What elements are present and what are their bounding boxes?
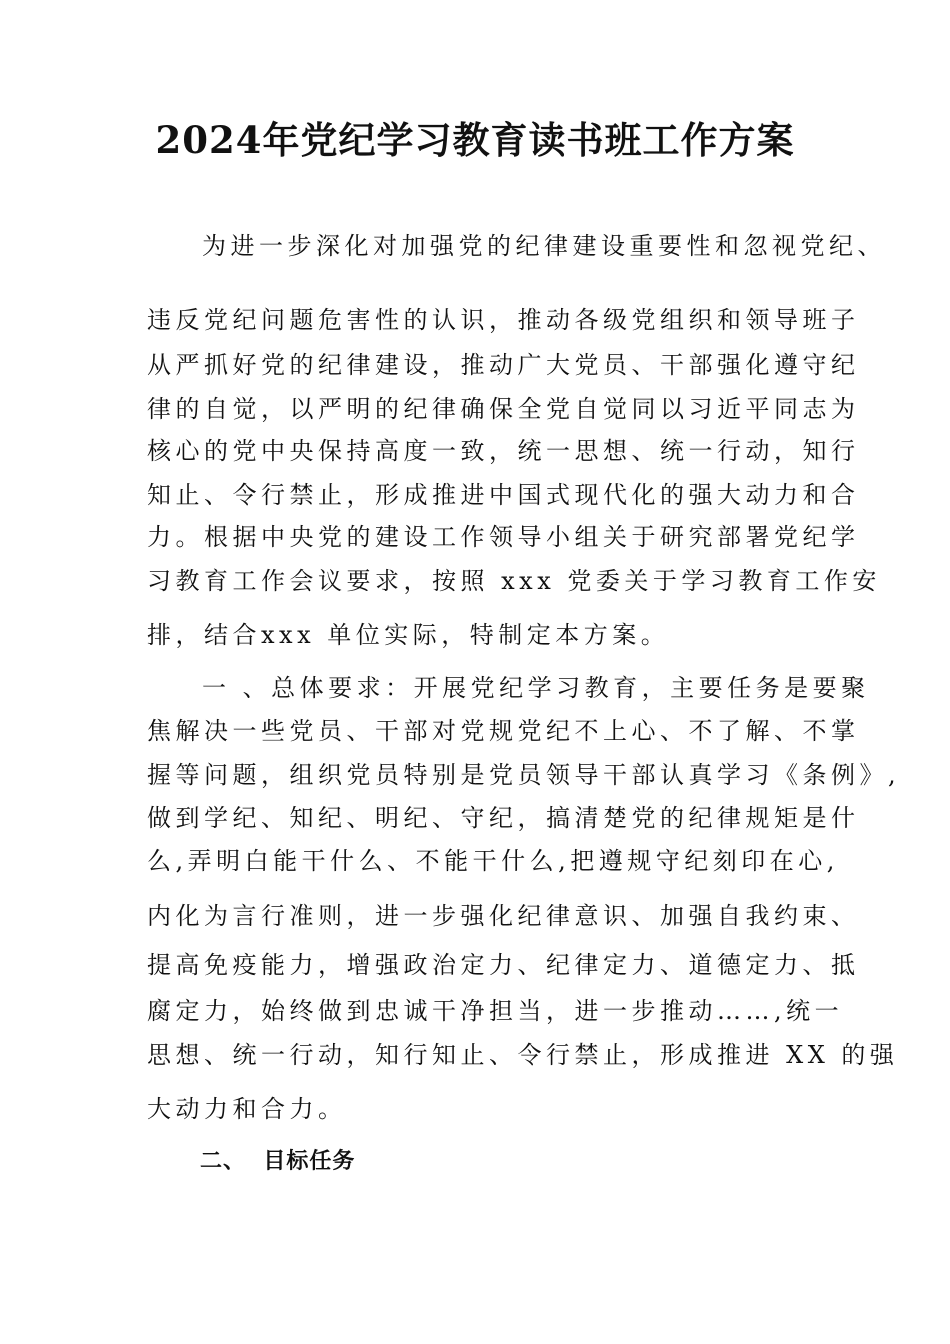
paragraph-line: 习教育工作会议要求，按照 xxx 党委关于学习教育工作安: [147, 567, 881, 595]
paragraph-line: 为进一步深化对加强党的纪律建设重要性和忽视党纪、: [202, 232, 886, 260]
paragraph-line: 大动力和合力。: [147, 1095, 347, 1123]
paragraph-line: 握等问题，组织党员特别是党员领导干部认真学习《条例》,: [147, 761, 901, 789]
paragraph-line: 力。根据中央党的建设工作领导小组关于研究部署党纪学: [147, 523, 860, 551]
paragraph-line: 核心的党中央保持高度一致，统一思想、统一行动，知行: [147, 437, 860, 465]
paragraph-line: 腐定力，始终做到忠诚干净担当，进一步推动……,统一: [147, 997, 844, 1025]
paragraph-line: 做到学纪、知纪、明纪、守纪，搞清楚党的纪律规矩是什: [147, 804, 860, 832]
paragraph-line: 么,弄明白能干什么、不能干什么,把遵规守纪刻印在心,: [147, 847, 839, 875]
body-text: [147, 0, 901, 1344]
section-heading: 二、 目标任务: [200, 1149, 356, 1174]
paragraph-line: 提高免疫能力，增强政治定力、纪律定力、道德定力、抵: [147, 951, 860, 979]
paragraph-line: 思想、统一行动，知行知止、令行禁止，形成推进 XX 的强: [147, 1041, 899, 1069]
document-title: 2024年党纪学习教育读书班工作方案: [155, 118, 795, 162]
paragraph-line: 一 、总体要求：开展党纪学习教育，主要任务是要聚: [202, 674, 870, 702]
paragraph-line: 从严抓好党的纪律建设，推动广大党员、干部强化遵守纪: [147, 351, 860, 379]
paragraph-line: 焦解决一些党员、干部对党规党纪不上心、不了解、不掌: [147, 717, 860, 745]
paragraph-line: 排，结合xxx 单位实际，特制定本方案。: [147, 621, 670, 649]
paragraph-line: 违反党纪问题危害性的认识，推动各级党组织和领导班子: [147, 306, 860, 334]
paragraph-line: 知止、令行禁止，形成推进中国式现代化的强大动力和合: [147, 481, 860, 509]
paragraph-line: 内化为言行准则，进一步强化纪律意识、加强自我约束、: [147, 902, 860, 930]
paragraph-line: 律的自觉，以严明的纪律确保全党自觉同以习近平同志为: [147, 395, 860, 423]
